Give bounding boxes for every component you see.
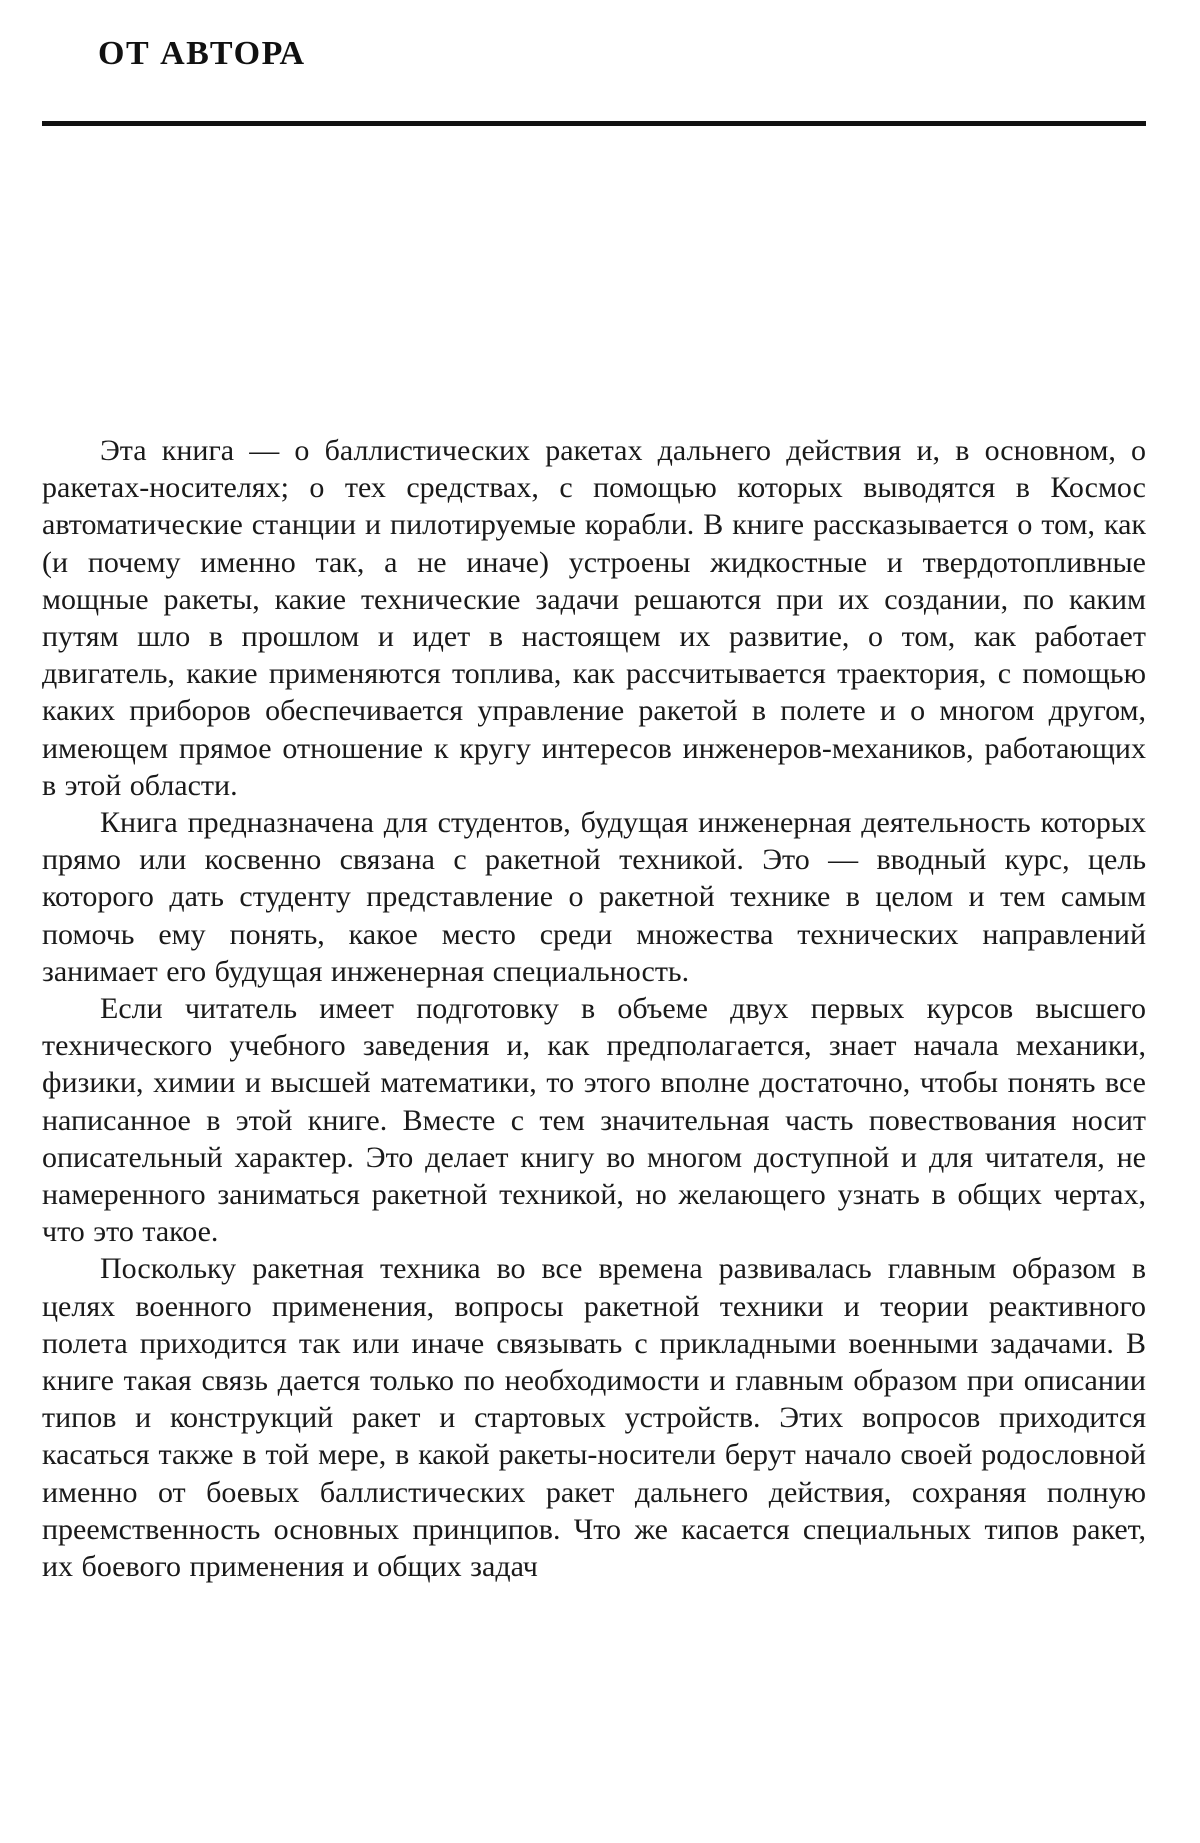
paragraph-3: Если читатель имеет подготовку в объеме двух первых курсов высшего технического учебного заведения и, как предполагается, знает начала механики, физики, химии и высшей математики, то этого вполне достаточно, чтобы понять все написанное в этой книге. Вместе с тем значительная часть повествования носит описательный характер. Это делает книгу во многом доступной и для читателя, не намеренного заниматься ракетной техникой, но желающего узнать в общих чертах, что это такое. [42,992,1146,1249]
preface-text [42,432,1146,1585]
header-rule [42,121,1146,126]
paragraph-4: Поскольку ракетная техника во все времена развивалась главным образом в целях военного применения, вопросы ракетной техники и теории реактивного полета приходится так или иначе связывать с прикладными военными задачами. В книге такая связь дается только по необходимости и главным образом при описании типов и конструкций ракет и стартовых устройств. Этих вопросов приходится касаться также в той мере, в какой ракеты-носители берут начало своей родословной именно от боевых баллистических ракет дальнего действия, сохраняя полную преемственность основных принципов. Что же касается специальных типов ракет, их боевого применения и общих задач [42,1252,1146,1584]
paragraph-1: Эта книга — о баллистических ракетах дальнего действия и, в основном, о ракетах-носителях; о тех средствах, с помощью которых выводятся в Космос автоматические станции и пилотируемые корабли. В книге рассказывается о том, как (и почему именно так, а не иначе) устроены жидкостные и твердотопливные мощные ракеты, какие технические задачи решаются при их создании, по каким путям шло в прошлом и идет в настоящем их развитие, о том, как работает двигатель, какие применяются топлива, как рассчитывается траектория, с помощью каких приборов обеспечивается управление ракетой в полете и о многом другом, имеющем прямое отношение к кругу интересов инженеров-механиков, работающих в этой области. [42,434,1146,802]
paragraph-2: Книга предназначена для студентов, будущая инженерная деятельность которых прямо или косвенно связана с ракетной техникой. Это — вводный курс, цель которого дать студенту представление о ракетной технике в целом и тем самым помочь ему понять, какое место среди множества технических направлений занимает его будущая инженерная специальность. [42,806,1146,988]
page-title: ОТ АВТОРА [98,35,306,72]
